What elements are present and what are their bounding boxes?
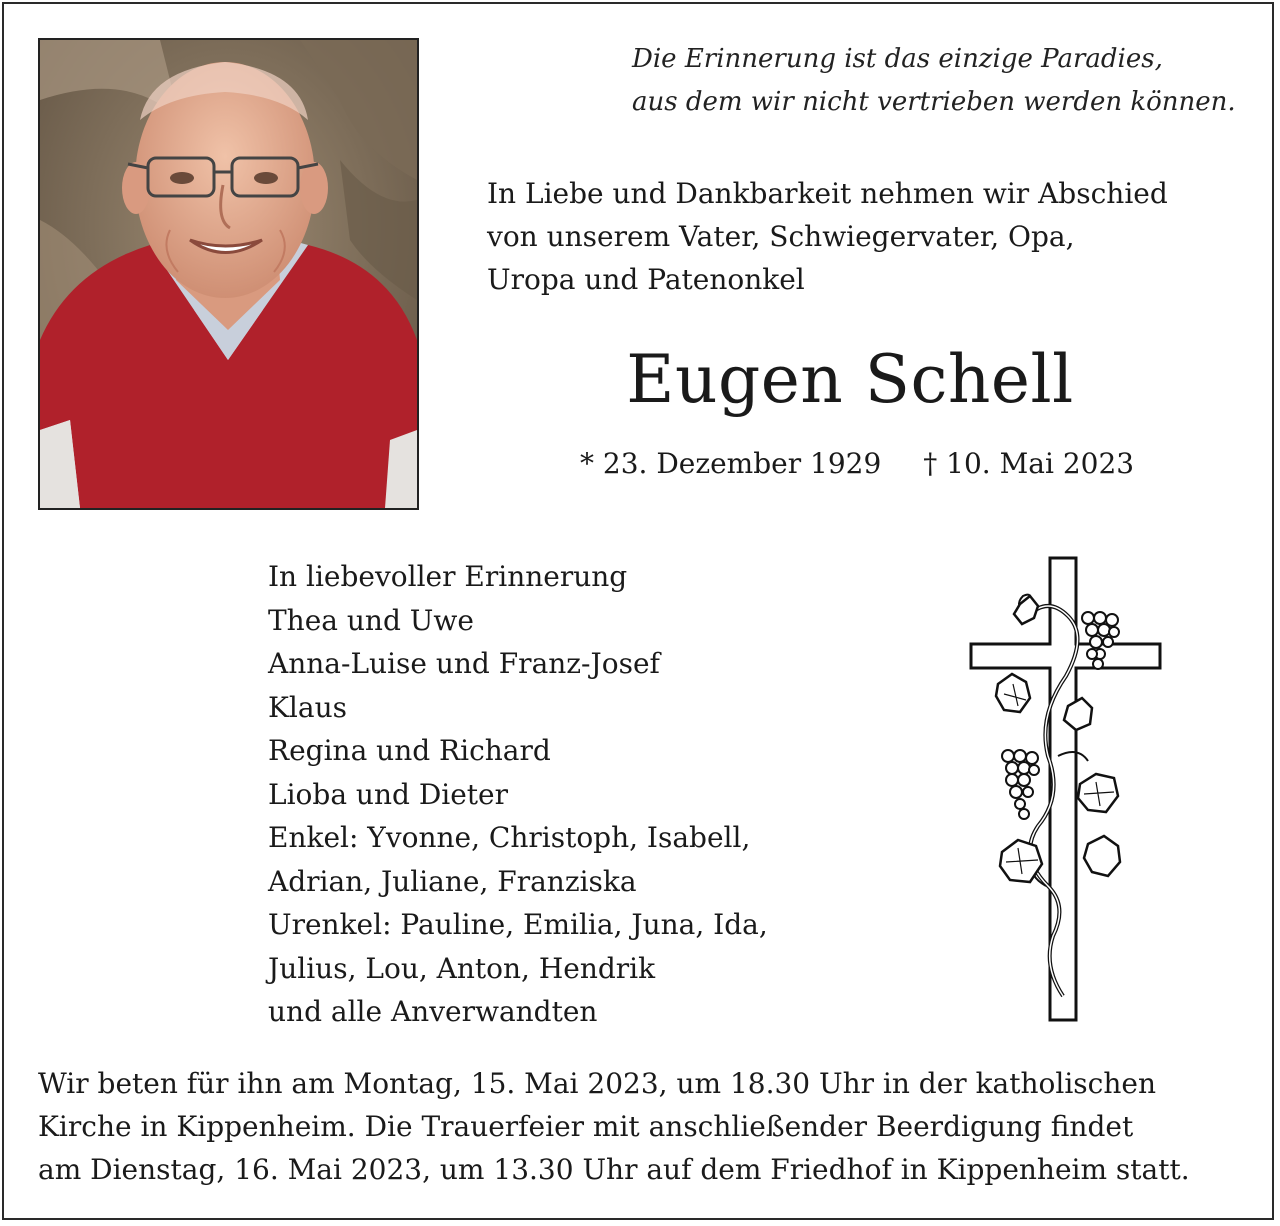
intro-line-3: Uropa und Patenonkel [487, 263, 805, 296]
service-announcement [38, 1062, 1258, 1191]
quote-line-1: Die Erinnerung ist das einzige Paradies, [632, 44, 1163, 74]
mourner-line: Anna-Luise und Franz-Josef [268, 647, 660, 680]
mourner-line: In liebevoller Erinnerung [268, 560, 628, 593]
mourner-line: Thea und Uwe [268, 603, 474, 637]
mourner-line: Regina und Richard [268, 734, 551, 767]
mourner-line: und alle Anverwandten [268, 995, 598, 1028]
mourner-line: Urenkel: Pauline, Emilia, Juna, Ida, [268, 908, 768, 941]
mourner-line: Adrian, Juliane, Franziska [268, 864, 637, 898]
death-date: † 10. Mai 2023 [923, 447, 1135, 480]
mourners-list [268, 555, 888, 1034]
intro-line-2: von unserem Vater, Schwiegervater, Opa, [487, 220, 1075, 253]
service-line-1: Wir beten für ihn am Montag, 15. Mai 2023, um 18.30 Uhr in der katholischen [38, 1067, 1156, 1100]
intro-line-1: In Liebe und Dankbarkeit nehmen wir Abschied [487, 177, 1168, 210]
mourner-line: Julius, Lou, Anton, Hendrik [268, 951, 656, 985]
mourner-line: Enkel: Yvonne, Christoph, Isabell, [268, 821, 751, 854]
farewell-intro [487, 172, 1247, 301]
quote-line-2: aus dem wir nicht vertrieben werden können. [632, 87, 1236, 117]
mourner-line: Lioba und Dieter [268, 777, 508, 811]
birth-date: * 23. Dezember 1929 [580, 447, 882, 480]
service-line-2: Kirche in Kippenheim. Die Trauerfeier mit anschließender Beerdigung findet [38, 1110, 1134, 1143]
epigraph-quote [632, 38, 1252, 124]
mourner-line: Klaus [268, 690, 347, 724]
cross-with-grapevine-icon [968, 556, 1164, 1024]
service-line-3: am Dienstag, 16. Mai 2023, um 13.30 Uhr auf dem Friedhof in Kippenheim statt. [38, 1153, 1190, 1186]
life-dates [580, 444, 1200, 484]
portrait-photo [38, 38, 419, 510]
deceased-name: Eugen Schell [626, 341, 1074, 418]
